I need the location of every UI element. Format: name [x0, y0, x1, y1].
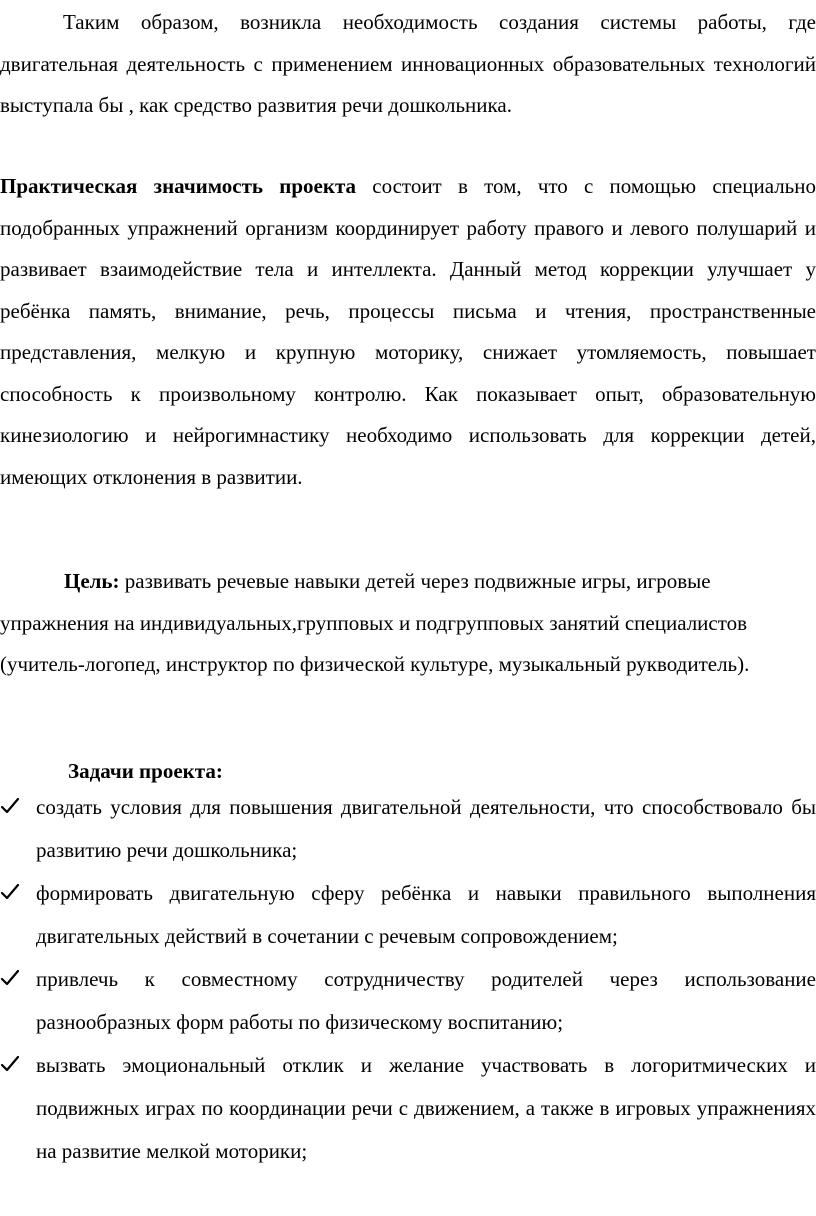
- task-text: привлечь к совместному сотрудничеству родителей через использование разнообразных форм работы по физическому воспитанию;: [36, 967, 816, 1034]
- significance-label: Практическая значимость проекта: [0, 174, 357, 198]
- goal-label: Цель:: [64, 569, 120, 593]
- significance-text: состоит в том, что с помощью специально подобранных упражнений организм координирует работу правого и левого полушарий и развивает взаимодействие тела и интеллекта. Данный метод коррекции улучшает у ребёнка память, внимание, речь, процессы письма и чтения, пространственные представления, мелкую и крупную моторику, снижает утомляемость, повышает способность к произвольному контролю. Как показывает опыт, образовательную кинезиологию и нейрогимнастику необходимо использовать для коррекции детей, имеющих отклонения в развитии.: [0, 174, 816, 489]
- list-item: [0, 1044, 816, 1173]
- task-text: формировать двигательную сферу ребёнка и навыки правильного выполнения двигательных действий в сочетании с речевым сопровождением;: [36, 881, 816, 948]
- checkmark-icon: [0, 1054, 20, 1074]
- tasks-heading: Задачи проекта:: [68, 759, 223, 783]
- list-item: [0, 786, 816, 872]
- task-text: создать условия для повышения двигательной деятельности, что способствовало бы развитию речи дошкольника;: [36, 795, 816, 862]
- list-item: [0, 958, 816, 1044]
- significance-paragraph: [0, 166, 816, 498]
- task-text: вызвать эмоциональный отклик и желание участвовать в логоритмических и подвижных играх по координации речи с движением, а также в игровых упражнениях на развитие мелкой моторики;: [36, 1053, 816, 1163]
- intro-paragraph: Таким образом, возникла необходимость создания системы работы, где двигательная деятельность с применением инновационных образовательных технологий выступала бы , как средство развития речи дошкольника.: [0, 10, 816, 117]
- checkmark-icon: [0, 796, 20, 816]
- list-item: [0, 872, 816, 958]
- checkmark-icon: [0, 968, 20, 988]
- tasks-list: [0, 786, 816, 1173]
- goal-paragraph: [0, 561, 816, 686]
- goal-text: развивать речевые навыки детей через подвижные игры, игровые упражнения на индивидуальных,групповых и подгрупповых занятий специалистов (учитель-логопед, инструктор по физической культуре, музыкальный рукводитель).: [0, 569, 750, 676]
- checkmark-icon: [0, 882, 20, 902]
